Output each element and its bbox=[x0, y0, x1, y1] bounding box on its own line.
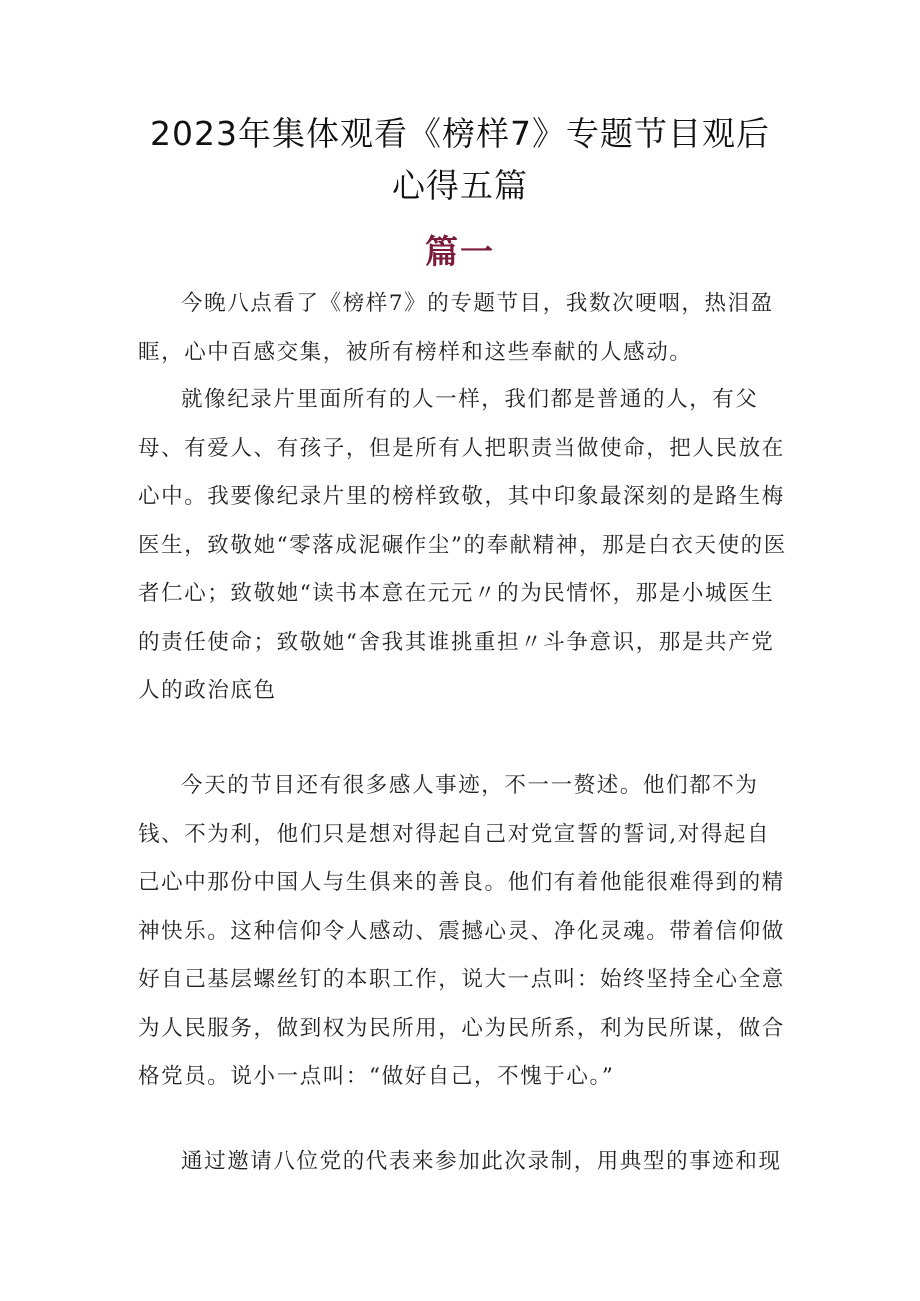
section-heading: 篇一 bbox=[425, 232, 495, 271]
document-title-line-1: 2023年集体观看《榜样7》专题节目观后 bbox=[150, 114, 770, 153]
paragraph-2: 就像纪录片里面所有的人一样，我们都是普通的人，有父母、有爱人、有孩子，但是所有人把职责当做使命，把人民放在心中。我要像纪录片里的榜样致敬，其中印象最深刻的是路生梅医生，致敬她“零落成泥碾作尘”的奉献精神，那是白衣天使的医者仁心；致敬她“读书本意在元元〃的为民情怀，那是小城医生的责任使命；致敬她“舍我其谁挑重担〃斗争意识，那是共产党人的政治底色 bbox=[138, 387, 787, 703]
paragraph-3: 今天的节目还有很多感人事迹，不一一赘述。他们都不为钱、不为利，他们只是想对得起自己对党宣誓的誓词,对得起自己心中那份中国人与生俱来的善良。他们有着他能很难得到的精神快乐。这种信仰令人感动、震撼心灵、净化灵魂。带着信仰做好自己基层螺丝钉的本职工作，说大一点叫：始终坚持全心全意为人民服务，做到权为民所用，心为民所系，利为民所谋，做合格党员。说小一点叫：“做好自己，不愧于心。” bbox=[138, 773, 785, 1089]
paragraph-1: 今晚八点看了《榜样7》的专题节目，我数次哽咽，热泪盈眶，心中百感交集，被所有榜样和这些奉献的人感动。 bbox=[138, 291, 774, 365]
paragraph-4: 通过邀请八位党的代表来参加此次录制，用典型的事迹和现 bbox=[181, 1149, 782, 1174]
document-title-line-2: 心得五篇 bbox=[392, 166, 528, 205]
